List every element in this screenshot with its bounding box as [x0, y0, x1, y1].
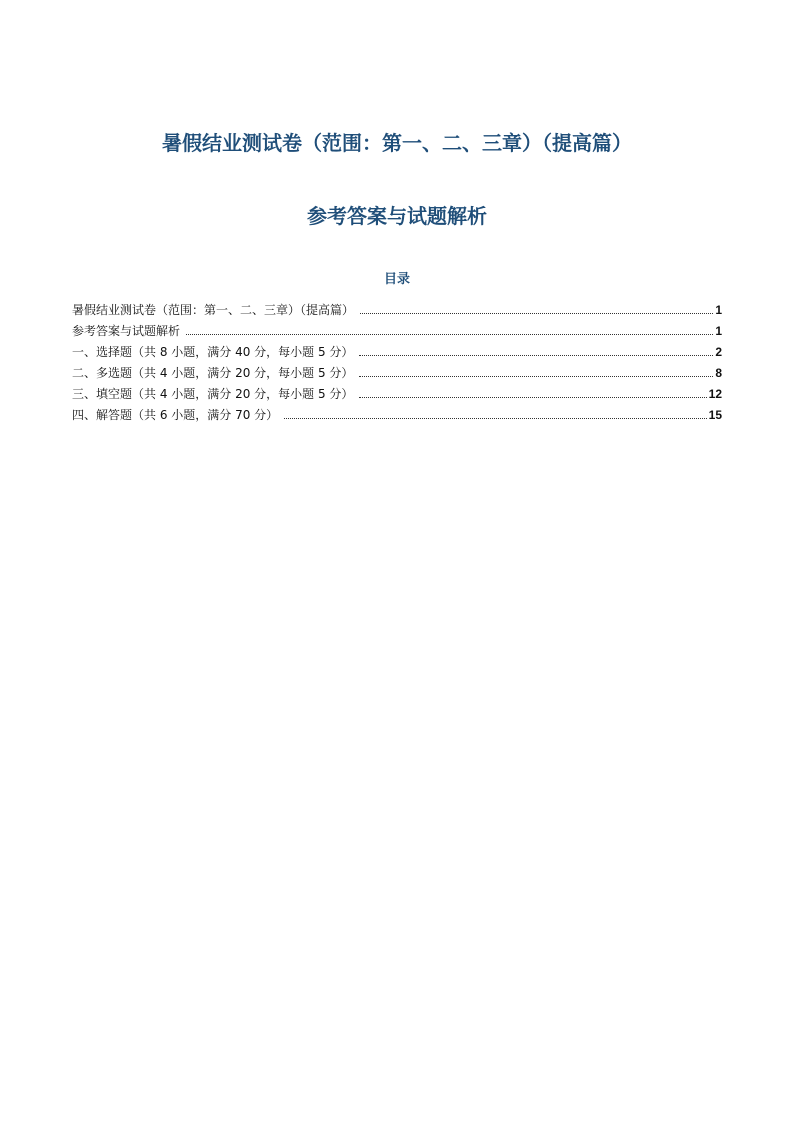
toc-entry-label: 二、多选题（共 4 小题，满分 20 分，每小题 5 分） [72, 366, 354, 380]
toc-leader-dots [284, 417, 706, 419]
toc-entry-label: 参考答案与试题解析 [72, 324, 181, 338]
toc-entry-page: 1 [715, 324, 722, 338]
toc-entry-multiple-choice[interactable] [72, 339, 722, 360]
toc-entry-label: 三、填空题（共 4 小题，满分 20 分，每小题 5 分） [72, 387, 354, 401]
toc-leader-dots [359, 396, 706, 398]
toc-entry-title[interactable] [72, 297, 722, 318]
toc-entry-label: 四、解答题（共 6 小题，满分 70 分） [72, 408, 279, 422]
toc-entry-answers[interactable] [72, 318, 722, 339]
toc-leader-dots [360, 312, 713, 314]
toc-entry-page: 1 [715, 303, 722, 317]
toc-entry-page: 2 [715, 345, 722, 359]
toc-entry-multi-select[interactable] [72, 360, 722, 381]
toc-entry-label: 一、选择题（共 8 小题，满分 40 分，每小题 5 分） [72, 345, 354, 359]
toc-leader-dots [359, 354, 713, 356]
toc-leader-dots [186, 333, 713, 335]
document-subtitle: 参考答案与试题解析 [307, 204, 487, 228]
document-title: 暑假结业测试卷（范围：第一、二、三章）（提高篇） [162, 131, 632, 155]
toc-entry-page: 8 [715, 366, 722, 380]
toc-entry-page: 12 [708, 387, 722, 401]
toc-entry-fill-in[interactable] [72, 381, 722, 402]
toc-heading: 目录 [383, 272, 410, 287]
toc-entry-page: 15 [708, 408, 722, 422]
table-of-contents [72, 297, 722, 423]
toc-entry-label: 暑假结业测试卷（范围：第一、二、三章）（提高篇） [72, 303, 355, 317]
toc-entry-problem-solving[interactable] [72, 402, 722, 423]
toc-leader-dots [359, 375, 713, 377]
